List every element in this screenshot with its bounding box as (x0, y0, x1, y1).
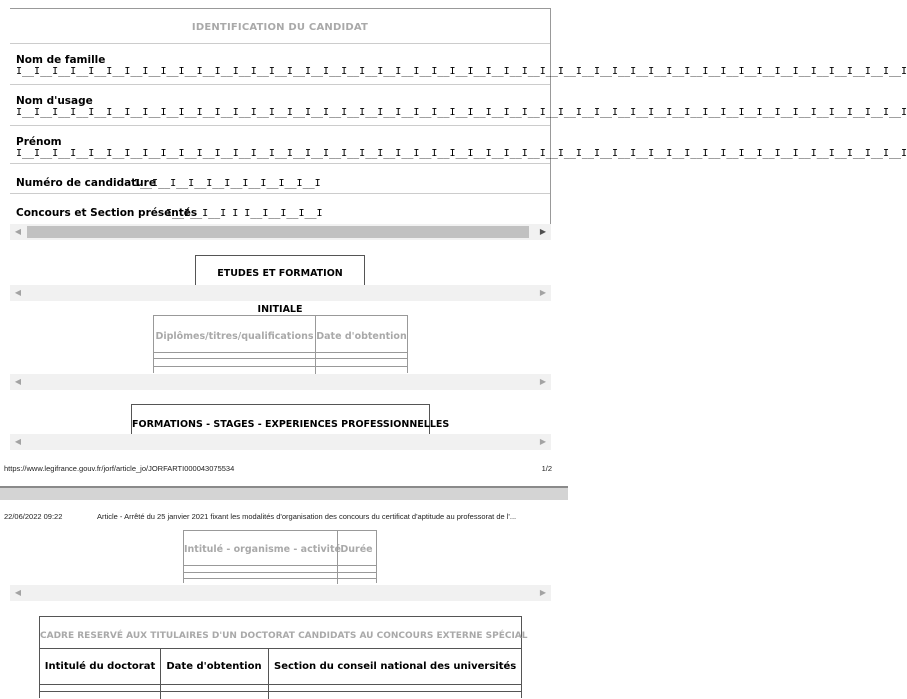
field-label-nom-famille: Nom de famille (16, 54, 106, 66)
scroll-right-arrow-icon[interactable]: ▶ (539, 437, 547, 446)
field-label-concours-section: Concours et Section présentés (16, 207, 198, 219)
scroll-left-arrow-icon[interactable]: ◀ (14, 588, 22, 597)
formations-col-header-intitule: Intitulé - organisme - activité (184, 544, 341, 555)
etudes-col-header-date: Date d'obtention (316, 331, 407, 342)
page-number: 1/2 (541, 464, 552, 473)
column-divider (337, 531, 338, 584)
doctorat-col-header-date: Date d'obtention (166, 661, 262, 672)
doctorat-col-header-intitule: Intitulé du doctorat (44, 661, 156, 672)
row-divider (184, 565, 376, 566)
formations-section-title: FORMATIONS - STAGES - EXPERIENCES PROFESSIONNELLES (131, 404, 430, 434)
scroll-right-arrow-icon[interactable]: ▶ (539, 588, 547, 597)
field-boxes-prenom[interactable]: I__I__I__I__I__I__I__I__I__I__I__I__I__I__I__I__I__I__I__I__I__I__I__I__I__I__I__I__I__I__I__I__I__I__I__I__I__I__I__I__I__I__I__I__I__I__I__I__I__I (16, 148, 907, 159)
field-label-nom-usage: Nom d'usage (16, 95, 93, 107)
row-divider (10, 84, 550, 85)
scroll-left-arrow-icon[interactable]: ◀ (14, 227, 22, 236)
etudes-table (153, 315, 408, 373)
doctorat-section-title: CADRE RESERVÉ AUX TITULAIRES D'UN DOCTORAT CANDIDATS AU CONCOURS EXTERNE SPÉCIAL (40, 631, 528, 641)
row-divider (40, 691, 521, 692)
row-divider (40, 684, 521, 685)
field-boxes-concours-section[interactable]: I__I__I__I I I__I__I__I__I (166, 208, 323, 219)
row-divider (154, 366, 407, 367)
etudes-col-header-diplomes: Diplômes/titres/qualifications (155, 331, 314, 342)
horizontal-scrollbar[interactable] (10, 224, 551, 240)
page-header-title: Article - Arrêté du 25 janvier 2021 fixant les modalités d'organisation des concours du certificat d'aptitude au professorat de l'... (97, 512, 517, 521)
field-boxes-nom-usage[interactable]: I__I__I__I__I__I__I__I__I__I__I__I__I__I__I__I__I__I__I__I__I__I__I__I__I__I__I__I__I__I__I__I__I__I__I__I__I__I__I__I__I__I__I__I__I__I__I__I__I__I (16, 107, 907, 118)
field-boxes-nom-famille[interactable]: I__I__I__I__I__I__I__I__I__I__I__I__I__I__I__I__I__I__I__I__I__I__I__I__I__I__I__I__I__I__I__I__I__I__I__I__I__I__I__I__I__I__I__I__I__I__I__I__I__I (16, 66, 907, 77)
formations-table (183, 530, 377, 583)
field-label-prenom: Prénom (16, 136, 62, 148)
formations-col-header-duree: Durée (340, 544, 373, 555)
etudes-section-title: ETUDES ET FORMATION INITIALE (195, 255, 365, 285)
scroll-right-arrow-icon[interactable]: ▶ (539, 288, 547, 297)
row-divider (154, 352, 407, 353)
page-header-date: 22/06/2022 09:22 (4, 512, 63, 521)
row-divider (10, 125, 550, 126)
scroll-right-arrow-icon[interactable]: ▶ (539, 377, 547, 386)
horizontal-scrollbar[interactable] (10, 285, 551, 301)
page-footer-url[interactable]: https://www.legifrance.gouv.fr/jorf/article_jo/JORFARTI000043075534 (4, 464, 235, 473)
row-divider (184, 572, 376, 573)
field-label-numero-candidature: Numéro de candidature (16, 177, 156, 189)
doctorat-table (39, 616, 528, 698)
scroll-left-arrow-icon[interactable]: ◀ (14, 288, 22, 297)
row-divider (10, 43, 550, 44)
horizontal-scrollbar[interactable] (10, 374, 551, 390)
scroll-left-arrow-icon[interactable]: ◀ (14, 377, 22, 386)
doctorat-col-header-section: Section du conseil national des universités (274, 661, 517, 672)
scrollbar-thumb[interactable] (27, 226, 529, 238)
identification-table (10, 8, 907, 224)
identification-title: IDENTIFICATION DU CANDIDAT (191, 22, 369, 33)
row-divider (154, 358, 407, 359)
row-divider (184, 578, 376, 579)
scroll-left-arrow-icon[interactable]: ◀ (14, 437, 22, 446)
horizontal-scrollbar[interactable] (10, 434, 551, 450)
row-divider (10, 193, 550, 194)
horizontal-scrollbar[interactable] (10, 585, 551, 601)
scroll-right-arrow-icon[interactable]: ▶ (539, 227, 547, 236)
page-break (0, 486, 568, 500)
field-boxes-numero-candidature[interactable]: I__I__I__I__I__I__I__I__I__I__I (134, 178, 321, 189)
row-divider (10, 163, 550, 164)
